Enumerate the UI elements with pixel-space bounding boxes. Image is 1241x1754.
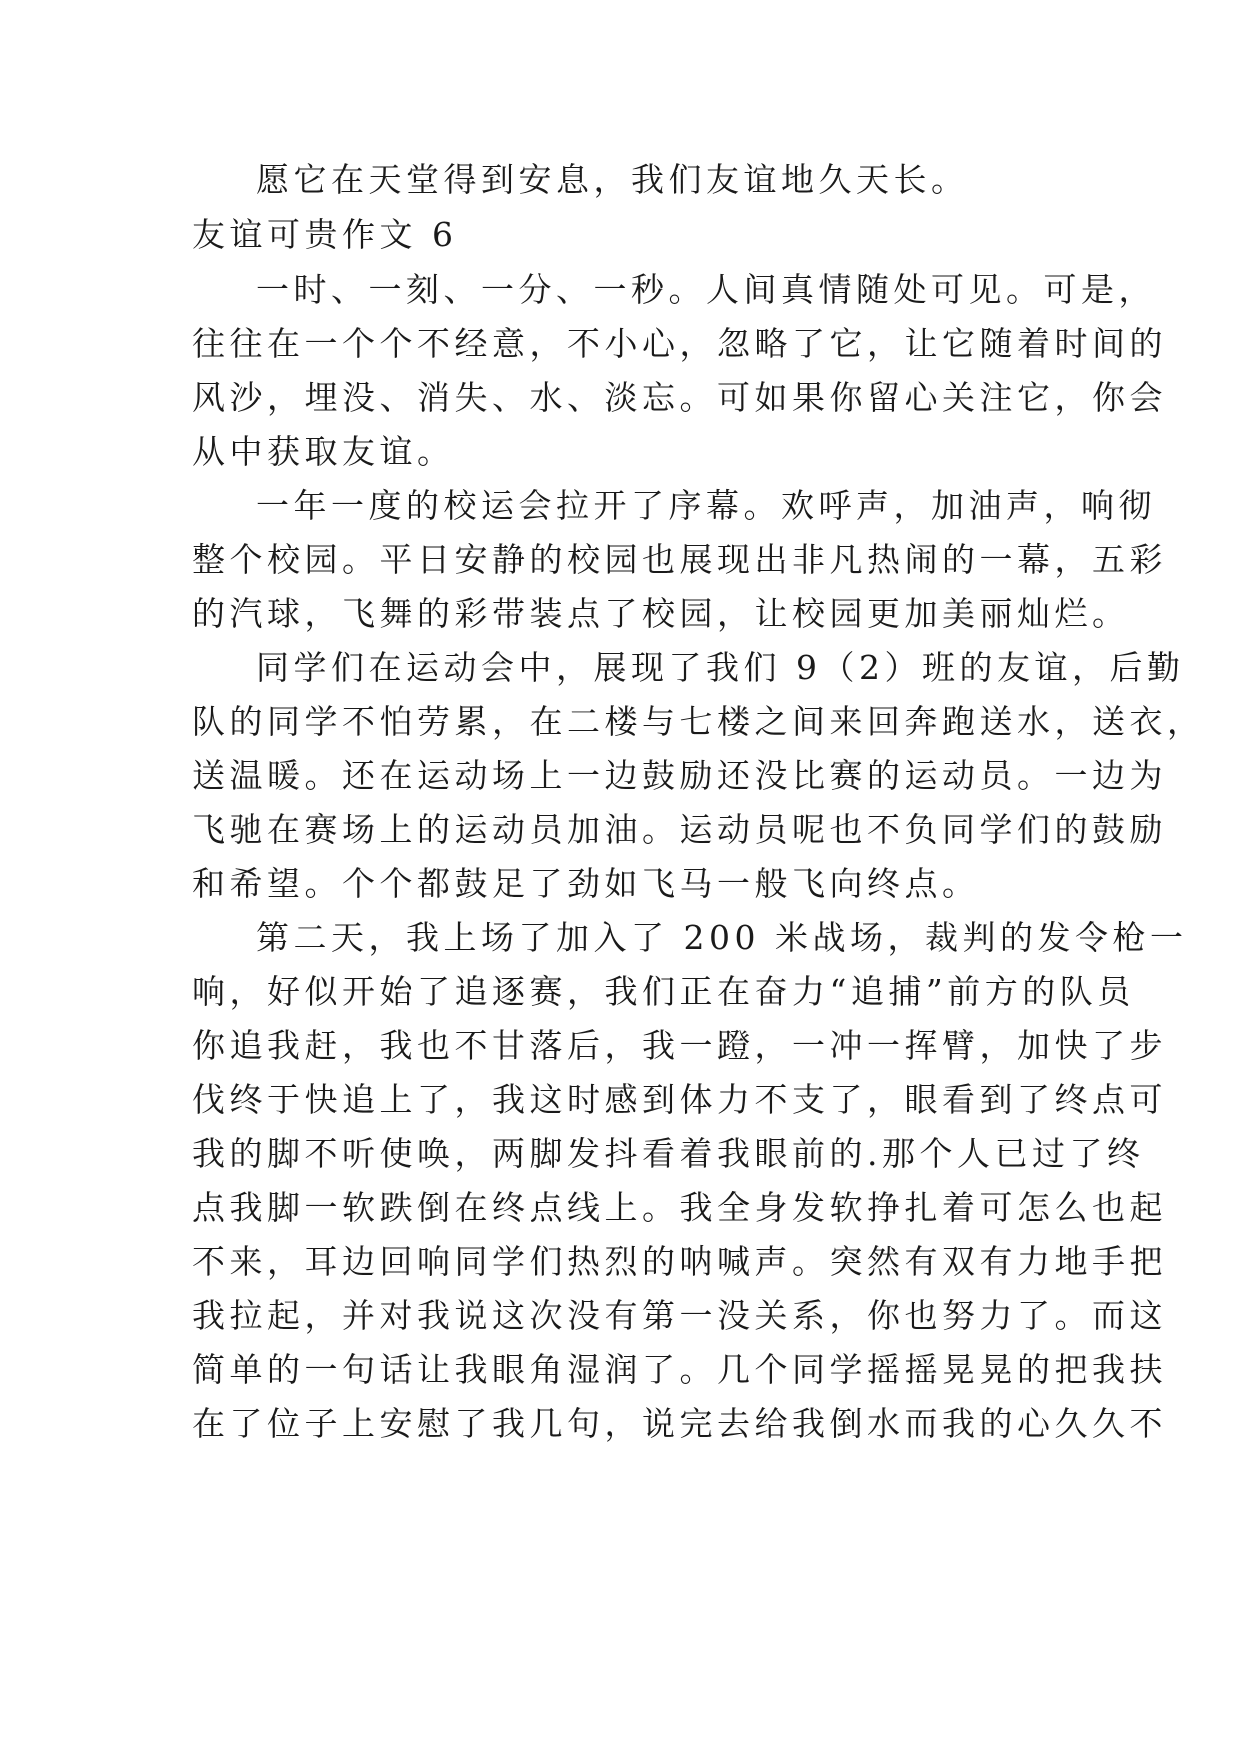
paragraph-line: 响，好似开始了追逐赛，我们正在奋力“追捕”前方的队员: [192, 972, 1135, 1011]
paragraph-line: 我拉起，并对我说这次没有第一没关系，你也努力了。而这: [192, 1296, 1167, 1335]
paragraph-line: 我的脚不听使唤，两脚发抖看着我眼前的.那个人已过了终: [192, 1134, 1145, 1173]
paragraph-line: 不来，耳边回响同学们热烈的呐喊声。突然有双有力地手把: [192, 1242, 1167, 1281]
paragraph-line: 从中获取友谊。: [192, 432, 455, 471]
paragraph-line: 队的同学不怕劳累，在二楼与七楼之间来回奔跑送水，送衣，: [192, 702, 1205, 741]
paragraph-line: 的汽球，飞舞的彩带装点了校园，让校园更加美丽灿烂。: [192, 594, 1130, 633]
paragraph-line: 点我脚一软跌倒在终点线上。我全身发软挣扎着可怎么也起: [192, 1188, 1167, 1227]
paragraph-line: 风沙，埋没、消失、水、淡忘。可如果你留心关注它，你会: [192, 378, 1167, 417]
paragraph-line: 伐终于快追上了，我这时感到体力不支了，眼看到了终点可: [192, 1080, 1167, 1119]
paragraph-line: 同学们在运动会中，展现了我们 9（2）班的友谊，后勤: [256, 648, 1185, 687]
paragraph-line: 你追我赶，我也不甘落后，我一蹬，一冲一挥臂，加快了步: [192, 1026, 1167, 1065]
paragraph-line: 一时、一刻、一分、一秒。人间真情随处可见。可是，: [256, 270, 1156, 309]
paragraph-line: 第二天，我上场了加入了 200 米战场，裁判的发令枪一: [256, 918, 1188, 957]
section-heading: 友谊可贵作文 6: [192, 215, 458, 254]
paragraph-line: 飞驰在赛场上的运动员加油。运动员呢也不负同学们的鼓励: [192, 810, 1167, 849]
paragraph-line: 往往在一个个不经意，不小心，忽略了它，让它随着时间的: [192, 324, 1167, 363]
paragraph-line: 整个校园。平日安静的校园也展现出非凡热闹的一幕，五彩: [192, 540, 1167, 579]
paragraph-line: 一年一度的校运会拉开了序幕。欢呼声，加油声，响彻: [256, 486, 1156, 525]
paragraph-line: 送温暖。还在运动场上一边鼓励还没比赛的运动员。一边为: [192, 756, 1167, 795]
paragraph-line: 愿它在天堂得到安息，我们友谊地久天长。: [256, 160, 969, 199]
paragraph-line: 和希望。个个都鼓足了劲如飞马一般飞向终点。: [192, 864, 980, 903]
paragraph-line: 简单的一句话让我眼角湿润了。几个同学摇摇晃晃的把我扶: [192, 1350, 1167, 1389]
paragraph-line: 在了位子上安慰了我几句，说完去给我倒水而我的心久久不: [192, 1404, 1167, 1443]
